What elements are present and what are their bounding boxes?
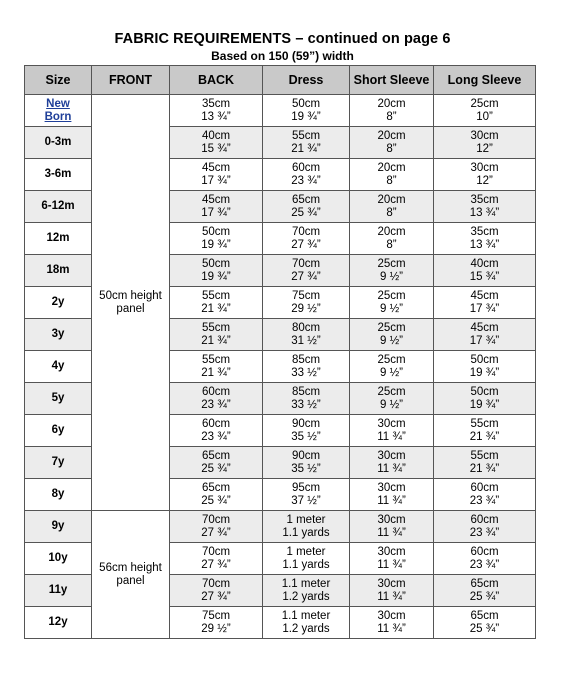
long-sleeve-cell-value: 50cm	[470, 353, 499, 366]
dress-cell	[263, 287, 350, 319]
long-sleeve-cell-value: 21 ¾”	[469, 430, 500, 443]
long-sleeve-cell-value: 65cm	[470, 577, 499, 590]
short-sleeve-cell-value: 30cm	[377, 545, 406, 558]
short-sleeve-cell-value: 20cm	[377, 97, 406, 110]
short-sleeve-cell-value: 11 ¾”	[377, 558, 406, 571]
back-cell	[170, 351, 263, 383]
long-sleeve-cell-value: 13 ¾”	[469, 238, 500, 251]
long-sleeve-cell	[434, 191, 536, 223]
long-sleeve-cell	[434, 95, 536, 127]
back-cell-value: 45cm	[201, 193, 231, 206]
short-sleeve-cell	[350, 159, 434, 191]
size-label: 7y	[51, 456, 65, 468]
dress-cell	[263, 511, 350, 543]
dress-cell-value: 33 ½”	[291, 366, 321, 379]
short-sleeve-cell-value: 11 ¾”	[377, 526, 406, 539]
dress-cell-value: 85cm	[291, 353, 321, 366]
long-sleeve-cell-value: 12”	[476, 142, 493, 155]
header-dress: Dress	[263, 66, 350, 95]
long-sleeve-cell-value: 45cm	[470, 289, 499, 302]
back-cell-value: 19 ¾”	[201, 270, 231, 283]
long-sleeve-cell-value: 25cm	[470, 97, 499, 110]
back-cell-value: 27 ¾”	[201, 558, 231, 571]
short-sleeve-cell-value: 30cm	[377, 609, 406, 622]
long-sleeve-cell-value: 23 ¾”	[469, 494, 500, 507]
short-sleeve-cell	[350, 319, 434, 351]
dress-cell-value: 29 ½”	[291, 302, 321, 315]
short-sleeve-cell-value: 11 ¾”	[377, 590, 406, 603]
long-sleeve-cell-value: 30cm	[470, 161, 499, 174]
long-sleeve-cell-value: 35cm	[470, 193, 499, 206]
dress-cell	[263, 607, 350, 639]
back-cell-value: 45cm	[201, 161, 231, 174]
back-cell-value: 50cm	[201, 225, 231, 238]
size-cell	[25, 415, 92, 447]
dress-cell	[263, 575, 350, 607]
back-cell-value: 23 ¾”	[201, 398, 231, 411]
table-body	[25, 95, 536, 639]
short-sleeve-cell-value: 30cm	[377, 481, 406, 494]
long-sleeve-cell-value: 35cm	[470, 225, 499, 238]
size-cell	[25, 191, 92, 223]
long-sleeve-cell	[434, 351, 536, 383]
back-cell	[170, 255, 263, 287]
short-sleeve-cell-value: 9 ½”	[379, 270, 403, 283]
front-panel-cell	[92, 95, 170, 511]
short-sleeve-cell-value: 9 ½”	[379, 302, 403, 315]
long-sleeve-cell	[434, 287, 536, 319]
dress-cell-value: 50cm	[291, 97, 321, 110]
long-sleeve-cell	[434, 575, 536, 607]
dress-cell-value: 23 ¾”	[291, 174, 321, 187]
size-cell	[25, 351, 92, 383]
short-sleeve-cell-value: 25cm	[377, 257, 406, 270]
fabric-requirements-table	[24, 65, 536, 639]
short-sleeve-cell-value: 8”	[386, 206, 397, 219]
long-sleeve-cell-value: 17 ¾”	[469, 334, 500, 347]
table-row	[25, 95, 536, 127]
back-cell-value: 55cm	[201, 289, 231, 302]
dress-cell	[263, 191, 350, 223]
dress-cell-value: 65cm	[291, 193, 321, 206]
short-sleeve-cell	[350, 607, 434, 639]
short-sleeve-cell-value: 20cm	[377, 225, 406, 238]
size-label: 6y	[51, 424, 65, 436]
header-front: FRONT	[92, 66, 170, 95]
short-sleeve-cell-value: 25cm	[377, 385, 406, 398]
dress-cell-value: 35 ½”	[291, 430, 321, 443]
dress-cell-value: 70cm	[291, 257, 321, 270]
size-label: 12m	[46, 232, 70, 244]
short-sleeve-cell-value: 8”	[386, 110, 397, 123]
dress-cell	[263, 319, 350, 351]
short-sleeve-cell-value: 11 ¾”	[377, 462, 406, 475]
back-cell	[170, 383, 263, 415]
dress-cell	[263, 223, 350, 255]
back-cell-value: 60cm	[201, 385, 231, 398]
long-sleeve-cell	[434, 383, 536, 415]
size-cell[interactable]	[25, 95, 92, 127]
dress-cell-value: 1.1 meter	[281, 609, 331, 622]
dress-cell-value: 25 ¾”	[291, 206, 321, 219]
back-cell-value: 29 ½”	[201, 622, 231, 635]
long-sleeve-cell	[434, 479, 536, 511]
back-cell	[170, 159, 263, 191]
back-cell	[170, 223, 263, 255]
short-sleeve-cell	[350, 255, 434, 287]
table-header-row	[25, 66, 536, 95]
dress-cell-value: 1 meter	[286, 545, 326, 558]
short-sleeve-cell	[350, 543, 434, 575]
dress-cell-value: 1 meter	[286, 513, 326, 526]
size-cell	[25, 607, 92, 639]
short-sleeve-cell-value: 20cm	[377, 193, 406, 206]
long-sleeve-cell-value: 19 ¾”	[469, 366, 500, 379]
size-cell	[25, 127, 92, 159]
back-cell-value: 55cm	[201, 321, 231, 334]
size-label: 5y	[51, 392, 65, 404]
short-sleeve-cell	[350, 191, 434, 223]
long-sleeve-cell-value: 15 ¾”	[469, 270, 500, 283]
short-sleeve-cell	[350, 223, 434, 255]
dress-cell-value: 33 ½”	[291, 398, 321, 411]
back-cell	[170, 479, 263, 511]
header-short-sleeve: Short Sleeve	[350, 66, 434, 95]
short-sleeve-cell	[350, 95, 434, 127]
size-cell	[25, 511, 92, 543]
size-label[interactable]: New	[46, 97, 70, 110]
back-cell-value: 70cm	[201, 577, 231, 590]
dress-cell-value: 95cm	[291, 481, 321, 494]
back-cell-value: 65cm	[201, 449, 231, 462]
back-cell-value: 17 ¾”	[201, 174, 231, 187]
size-label: 3y	[51, 328, 65, 340]
back-cell	[170, 415, 263, 447]
long-sleeve-cell-value: 55cm	[470, 417, 499, 430]
dress-cell-value: 1.1 meter	[281, 577, 331, 590]
short-sleeve-cell	[350, 447, 434, 479]
back-cell-value: 15 ¾”	[201, 142, 231, 155]
long-sleeve-cell-value: 12”	[476, 174, 493, 187]
dress-cell	[263, 255, 350, 287]
long-sleeve-cell-value: 25 ¾”	[469, 622, 500, 635]
dress-cell-value: 60cm	[291, 161, 321, 174]
back-cell	[170, 287, 263, 319]
back-cell	[170, 607, 263, 639]
table-row	[25, 511, 536, 543]
long-sleeve-cell	[434, 415, 536, 447]
short-sleeve-cell-value: 30cm	[377, 513, 406, 526]
long-sleeve-cell-value: 21 ¾”	[469, 462, 500, 475]
short-sleeve-cell-value: 8”	[386, 238, 397, 251]
size-cell	[25, 479, 92, 511]
size-label[interactable]: Born	[44, 110, 72, 123]
size-cell	[25, 159, 92, 191]
front-panel-text: 56cm height	[99, 561, 162, 574]
back-cell	[170, 95, 263, 127]
front-panel-cell	[92, 511, 170, 639]
size-cell	[25, 383, 92, 415]
back-cell-value: 23 ¾”	[201, 430, 231, 443]
dress-cell-value: 80cm	[291, 321, 321, 334]
short-sleeve-cell	[350, 127, 434, 159]
dress-cell	[263, 479, 350, 511]
header-long-sleeve: Long Sleeve	[434, 66, 536, 95]
short-sleeve-cell-value: 9 ½”	[379, 334, 403, 347]
back-cell-value: 21 ¾”	[201, 334, 231, 347]
dress-cell	[263, 383, 350, 415]
size-cell	[25, 447, 92, 479]
front-panel-text: panel	[116, 302, 145, 315]
short-sleeve-cell-value: 25cm	[377, 321, 406, 334]
back-cell	[170, 511, 263, 543]
dress-cell-value: 90cm	[291, 449, 321, 462]
long-sleeve-cell	[434, 223, 536, 255]
back-cell-value: 70cm	[201, 513, 231, 526]
dress-cell	[263, 415, 350, 447]
header-size: Size	[25, 66, 92, 95]
long-sleeve-cell-value: 17 ¾”	[469, 302, 500, 315]
long-sleeve-cell-value: 50cm	[470, 385, 499, 398]
short-sleeve-cell-value: 20cm	[377, 161, 406, 174]
short-sleeve-cell-value: 8”	[386, 174, 397, 187]
back-cell-value: 13 ¾”	[201, 110, 231, 123]
size-label: 6-12m	[41, 200, 75, 212]
long-sleeve-cell-value: 23 ¾”	[469, 526, 500, 539]
back-cell-value: 19 ¾”	[201, 238, 231, 251]
long-sleeve-cell-value: 40cm	[470, 257, 499, 270]
dress-cell-value: 37 ½”	[291, 494, 321, 507]
long-sleeve-cell	[434, 607, 536, 639]
back-cell-value: 21 ¾”	[201, 366, 231, 379]
dress-cell-value: 1.2 yards	[282, 622, 330, 635]
size-label: 8y	[51, 488, 65, 500]
short-sleeve-cell	[350, 575, 434, 607]
short-sleeve-cell	[350, 351, 434, 383]
size-cell	[25, 255, 92, 287]
dress-cell-value: 35 ½”	[291, 462, 321, 475]
size-label: 12y	[48, 616, 68, 628]
back-cell-value: 35cm	[201, 97, 231, 110]
back-cell-value: 70cm	[201, 545, 231, 558]
short-sleeve-cell-value: 25cm	[377, 353, 406, 366]
back-cell	[170, 127, 263, 159]
back-cell-value: 17 ¾”	[201, 206, 231, 219]
short-sleeve-cell-value: 30cm	[377, 577, 406, 590]
short-sleeve-cell-value: 11 ¾”	[377, 430, 406, 443]
short-sleeve-cell	[350, 287, 434, 319]
short-sleeve-cell-value: 8”	[386, 142, 397, 155]
short-sleeve-cell-value: 9 ½”	[379, 366, 403, 379]
long-sleeve-cell	[434, 127, 536, 159]
long-sleeve-cell-value: 19 ¾”	[469, 398, 500, 411]
size-cell	[25, 319, 92, 351]
size-label: 11y	[48, 584, 68, 596]
long-sleeve-cell	[434, 543, 536, 575]
dress-cell-value: 21 ¾”	[291, 142, 321, 155]
back-cell-value: 25 ¾”	[201, 462, 231, 475]
long-sleeve-cell	[434, 255, 536, 287]
long-sleeve-cell-value: 60cm	[470, 481, 499, 494]
back-cell-value: 27 ¾”	[201, 526, 231, 539]
size-label: 10y	[48, 552, 68, 564]
short-sleeve-cell-value: 25cm	[377, 289, 406, 302]
back-cell-value: 21 ¾”	[201, 302, 231, 315]
short-sleeve-cell-value: 30cm	[377, 417, 406, 430]
size-cell	[25, 287, 92, 319]
header-back: BACK	[170, 66, 263, 95]
dress-cell	[263, 127, 350, 159]
back-cell-value: 27 ¾”	[201, 590, 231, 603]
long-sleeve-cell	[434, 447, 536, 479]
long-sleeve-cell	[434, 511, 536, 543]
dress-cell-value: 1.1 yards	[282, 558, 330, 571]
short-sleeve-cell-value: 11 ¾”	[377, 494, 406, 507]
short-sleeve-cell	[350, 415, 434, 447]
short-sleeve-cell	[350, 511, 434, 543]
short-sleeve-cell-value: 20cm	[377, 129, 406, 142]
size-cell	[25, 575, 92, 607]
back-cell-value: 50cm	[201, 257, 231, 270]
long-sleeve-cell-value: 13 ¾”	[469, 206, 500, 219]
back-cell	[170, 543, 263, 575]
long-sleeve-cell-value: 65cm	[470, 609, 499, 622]
page-subtitle: Based on 150 (59”) width	[211, 49, 354, 63]
dress-cell-value: 1.1 yards	[282, 526, 330, 539]
back-cell-value: 60cm	[201, 417, 231, 430]
back-cell-value: 75cm	[201, 609, 231, 622]
back-cell-value: 65cm	[201, 481, 231, 494]
back-cell	[170, 447, 263, 479]
dress-cell	[263, 351, 350, 383]
size-label: 18m	[46, 264, 70, 276]
front-panel-text: 50cm height	[99, 289, 162, 302]
short-sleeve-cell-value: 11 ¾”	[377, 622, 406, 635]
long-sleeve-cell-value: 30cm	[470, 129, 499, 142]
long-sleeve-cell-value: 60cm	[470, 545, 499, 558]
dress-cell-value: 31 ½”	[291, 334, 321, 347]
size-label: 3-6m	[44, 168, 72, 180]
long-sleeve-cell-value: 25 ¾”	[469, 590, 500, 603]
long-sleeve-cell-value: 55cm	[470, 449, 499, 462]
dress-cell	[263, 543, 350, 575]
page-title: FABRIC REQUIREMENTS – continued on page 6	[114, 31, 451, 47]
long-sleeve-cell-value: 45cm	[470, 321, 499, 334]
size-cell	[25, 223, 92, 255]
short-sleeve-cell-value: 9 ½”	[379, 398, 403, 411]
short-sleeve-cell-value: 30cm	[377, 449, 406, 462]
dress-cell-value: 27 ¾”	[291, 270, 321, 283]
dress-cell	[263, 159, 350, 191]
long-sleeve-cell	[434, 159, 536, 191]
back-cell-value: 25 ¾”	[201, 494, 231, 507]
long-sleeve-cell-value: 60cm	[470, 513, 499, 526]
long-sleeve-cell	[434, 319, 536, 351]
dress-cell-value: 70cm	[291, 225, 321, 238]
dress-cell	[263, 95, 350, 127]
back-cell-value: 55cm	[201, 353, 231, 366]
dress-cell-value: 19 ¾”	[291, 110, 321, 123]
dress-cell-value: 85cm	[291, 385, 321, 398]
dress-cell-value: 1.2 yards	[282, 590, 330, 603]
size-label: 2y	[51, 296, 65, 308]
short-sleeve-cell	[350, 383, 434, 415]
dress-cell	[263, 447, 350, 479]
back-cell	[170, 191, 263, 223]
dress-cell-value: 27 ¾”	[291, 238, 321, 251]
long-sleeve-cell-value: 10”	[476, 110, 493, 123]
short-sleeve-cell	[350, 479, 434, 511]
size-cell	[25, 543, 92, 575]
size-label: 4y	[51, 360, 65, 372]
front-panel-text: panel	[116, 574, 145, 587]
back-cell	[170, 319, 263, 351]
dress-cell-value: 55cm	[291, 129, 321, 142]
back-cell-value: 40cm	[201, 129, 231, 142]
size-label: 0-3m	[44, 136, 72, 148]
long-sleeve-cell-value: 23 ¾”	[469, 558, 500, 571]
dress-cell-value: 75cm	[291, 289, 321, 302]
back-cell	[170, 575, 263, 607]
size-label: 9y	[51, 520, 65, 532]
dress-cell-value: 90cm	[291, 417, 321, 430]
